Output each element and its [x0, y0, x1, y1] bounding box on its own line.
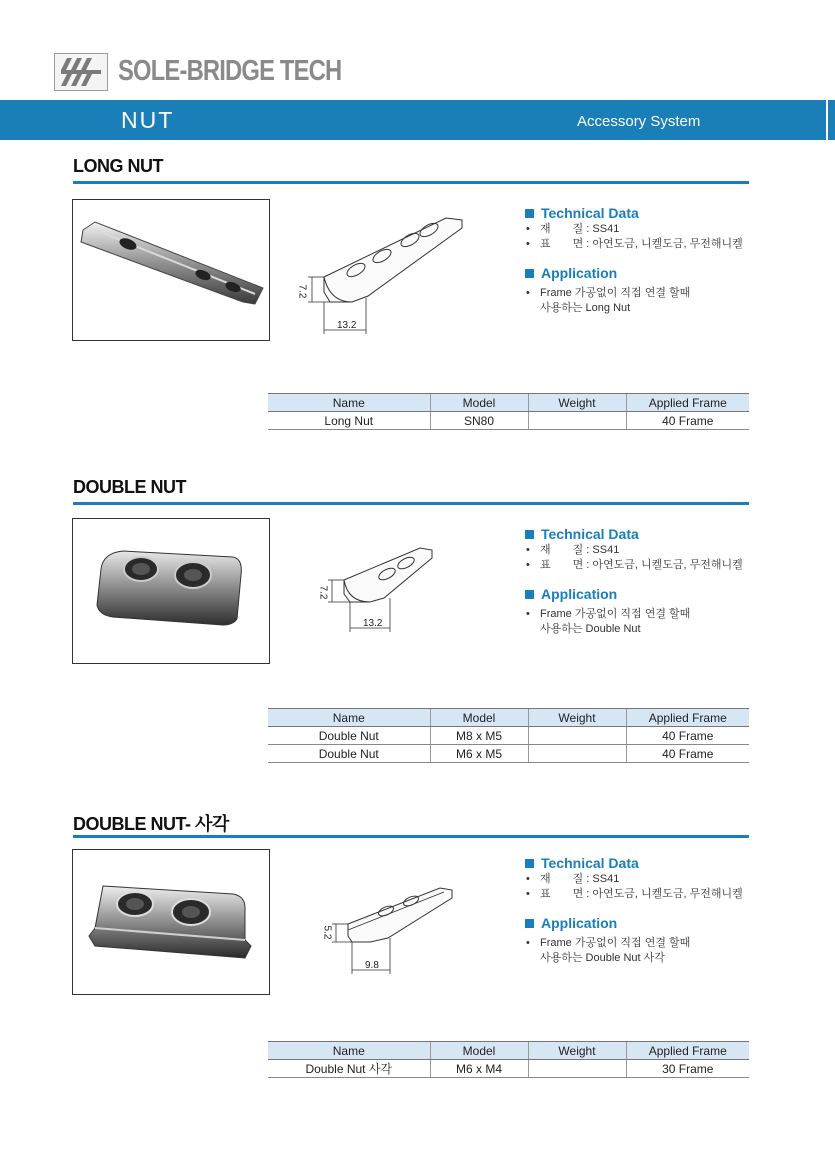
tech-line-material: • 재 질 : SS41: [526, 873, 620, 885]
square-bullet-icon: [525, 919, 534, 928]
section-divider: [73, 502, 749, 505]
section-title-long-nut: LONG NUT: [73, 156, 163, 176]
col-header-name: Name: [268, 709, 430, 727]
cell-frame: 40 Frame: [626, 727, 749, 745]
col-header-frame: Applied Frame: [626, 1042, 749, 1060]
double-nut-square-info: [525, 854, 755, 966]
long-nut-photo: [72, 199, 270, 341]
cell-weight: [528, 745, 626, 763]
tech-line-material: • 재 질 : SS41: [526, 223, 620, 235]
cell-model: M6 x M5: [430, 745, 528, 763]
page-subtitle: Accessory System: [577, 113, 701, 130]
application-line: 사용하는 Long Nut: [540, 302, 631, 314]
long-nut-info: [525, 204, 755, 316]
application-line: 사용하는 Double Nut: [540, 623, 641, 635]
technical-data-heading: Technical Data: [525, 854, 755, 872]
height-dimension-label: 7.2: [296, 284, 308, 299]
width-dimension-label: 13.2: [363, 618, 383, 629]
technical-data-heading: Technical Data: [525, 204, 755, 222]
square-bullet-icon: [525, 530, 534, 539]
table-row: [268, 745, 749, 763]
table-header-row: [268, 394, 749, 412]
double-nut-drawing-svg: [290, 532, 470, 672]
section-title-double-nut-square: DOUBLE NUT- 사각: [73, 814, 229, 834]
double-nut-square-photo-image: [73, 850, 269, 994]
table-header-row: [268, 1042, 749, 1060]
cell-model: M6 x M4: [430, 1060, 528, 1078]
cell-model: M8 x M5: [430, 727, 528, 745]
table-header-row: [268, 709, 749, 727]
section-title-double-nut: DOUBLE NUT: [73, 477, 186, 497]
double-nut-dimension-drawing: [290, 532, 470, 692]
cell-name: Double Nut 사각: [268, 1060, 430, 1078]
double-nut-square-drawing-svg: [290, 870, 470, 1010]
company-logo: [54, 53, 108, 91]
col-header-model: Model: [430, 394, 528, 412]
application-heading: Application: [525, 264, 755, 282]
col-header-name: Name: [268, 1042, 430, 1060]
col-header-model: Model: [430, 709, 528, 727]
tech-line-surface: • 표 면 : 아연도금, 니켈도금, 무전해니켈: [526, 888, 743, 900]
logo-slash-mark-icon: [55, 54, 107, 90]
long-nut-drawing-svg: [290, 210, 470, 350]
cell-name: Double Nut: [268, 727, 430, 745]
application-heading: Application: [525, 914, 755, 932]
col-header-weight: Weight: [528, 394, 626, 412]
cell-frame: 30 Frame: [626, 1060, 749, 1078]
cell-name: Long Nut: [268, 412, 430, 430]
double-nut-square-dimension-drawing: [290, 870, 470, 1030]
height-dimension-label: 7.2: [317, 585, 329, 600]
col-header-frame: Applied Frame: [626, 394, 749, 412]
tech-line-surface: • 표 면 : 아연도금, 니켈도금, 무전해니켈: [526, 559, 743, 571]
brand-name: SOLE-BRIDGE TECH: [118, 55, 342, 87]
col-header-weight: Weight: [528, 709, 626, 727]
table-row: [268, 727, 749, 745]
width-dimension-label: 9.8: [365, 960, 379, 971]
page-title: NUT: [121, 107, 175, 133]
long-nut-photo-image: [73, 200, 269, 340]
double-nut-photo: [72, 518, 270, 664]
cell-frame: 40 Frame: [626, 745, 749, 763]
double-nut-info: [525, 525, 755, 637]
col-header-model: Model: [430, 1042, 528, 1060]
col-header-frame: Applied Frame: [626, 709, 749, 727]
width-dimension-label: 13.2: [337, 320, 357, 331]
cell-frame: 40 Frame: [626, 412, 749, 430]
cell-model: SN80: [430, 412, 528, 430]
double-nut-spec-table: [268, 708, 749, 763]
col-header-name: Name: [268, 394, 430, 412]
application-line: • Frame 가공없이 직접 연결 할때: [526, 287, 691, 299]
application-line: 사용하는 Double Nut 사각: [540, 952, 665, 964]
application-line: • Frame 가공없이 직접 연결 할때: [526, 937, 691, 949]
section-divider: [73, 835, 749, 838]
table-row: [268, 1060, 749, 1078]
double-nut-square-photo: [72, 849, 270, 995]
square-bullet-icon: [525, 269, 534, 278]
technical-data-heading: Technical Data: [525, 525, 755, 543]
double-nut-square-spec-table: [268, 1041, 749, 1078]
square-bullet-icon: [525, 209, 534, 218]
application-line: • Frame 가공없이 직접 연결 할때: [526, 608, 691, 620]
col-header-weight: Weight: [528, 1042, 626, 1060]
banner-edge: [828, 100, 835, 140]
square-bullet-icon: [525, 859, 534, 868]
square-bullet-icon: [525, 590, 534, 599]
tech-line-surface: • 표 면 : 아연도금, 니켈도금, 무전해니켈: [526, 238, 743, 250]
cell-weight: [528, 727, 626, 745]
long-nut-dimension-drawing: [290, 210, 470, 370]
cell-name: Double Nut: [268, 745, 430, 763]
long-nut-spec-table: [268, 393, 749, 430]
height-dimension-label: 5.2: [321, 925, 333, 940]
cell-weight: [528, 412, 626, 430]
double-nut-photo-image: [73, 519, 269, 663]
application-heading: Application: [525, 585, 755, 603]
table-row: [268, 412, 749, 430]
tech-line-material: • 재 질 : SS41: [526, 544, 620, 556]
section-divider: [73, 181, 749, 184]
cell-weight: [528, 1060, 626, 1078]
